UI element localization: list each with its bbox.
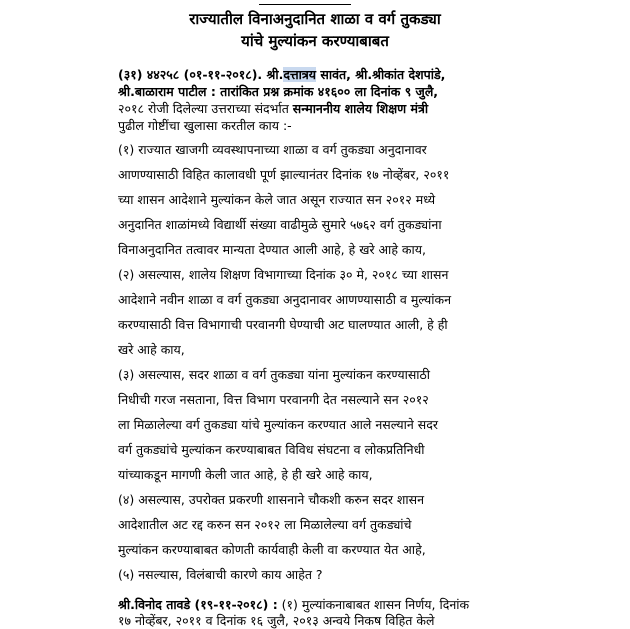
question-line-22: (५) नसल्यास, विलंबाची कारणे काय आहेत ? — [118, 567, 323, 582]
question-line-8: अनुदानित शाळांमध्ये विद्यार्थी संख्या वाढीमुळे सुमारे ५७६२ वर्ग तुकड्यांना — [118, 217, 442, 232]
question-line-11: आदेशाने नवीन शाळा व वर्ग तुकड्या अनुदानावर आणण्यासाठी व मुल्यांकन — [118, 292, 452, 307]
question-members: सावंत, श्री.श्रीकांत देशपांडे, — [316, 67, 446, 82]
question-line-4: पुढील गोष्टींचा खुलासा करतील काय :- — [118, 118, 292, 133]
question-line-15: निधीची गरज नसताना, वित्त विभाग परवानगी देत नसल्याने सन २०१२ — [118, 392, 429, 407]
question-line-18: यांच्याकडून मागणी केली जात आहे, हे ही खरे आहे काय, — [118, 467, 373, 482]
question-line-10: (२) असल्यास, शालेय शिक्षण विभागाच्या दिनांक ३० मे, २०१८ च्या शासन — [118, 267, 449, 282]
question-line-14: (३) असल्यास, सदर शाळा व वर्ग तुकड्या यांना मुल्यांकन करण्यासाठी — [118, 367, 431, 382]
question-line-2: श्री.बाळाराम पाटील : तारांकित प्रश्न क्रमांक ४१६०० ला दिनांक ९ जुलै, — [118, 84, 439, 99]
title-line-2: यांचे मुल्यांकन करण्याबाबत — [241, 32, 389, 50]
question-line-3-text: २०१८ रोजी दिलेल्या उत्तराच्या संदर्भात — [118, 101, 293, 116]
question-line-20: आदेशातील अट रद्द करुन सन २०१२ ला मिळालेल्या वर्ग तुकड्यांचे — [118, 517, 412, 532]
question-number: (३१) ४४२५८ (०१-११-२०१८). श्री. — [118, 67, 284, 82]
title-line-1: राज्यातील विनाअनुदानित शाळा व वर्ग तुकड्या — [189, 10, 441, 28]
answer-text: (१) मुल्यांकनाबाबत शासन निर्णय, दिनांक — [277, 597, 470, 612]
answer-line-2: १७ नोव्हेंबर, २०११ व दिनांक १६ जुलै, २०१३ अन्वये निकष विहित केले — [118, 613, 435, 628]
question-line-5: (१) राज्यात खाजगी व्यवस्थापनाच्या शाळा व वर्ग तुकड्या अनुदानावर — [118, 142, 427, 157]
question-line-7: च्या शासन आदेशाने मुल्यांकन केले जात असून राज्यात सन २०१२ मध्ये — [118, 192, 436, 207]
question-line-17: वर्ग तुकड्यांचे मुल्यांकन करण्याबाबत विविध संघटना व लोकप्रतिनिधी — [118, 442, 425, 457]
question-line-16: ला मिळालेल्या वर्ग तुकड्या यांचे मुल्यांकन करण्यात आले नसल्याने सदर — [118, 417, 439, 432]
question-line-12: करण्यासाठी वित्त विभागाची परवानगी घेण्याची अट घालण्यात आली, हे ही — [118, 317, 448, 332]
answer-line-1 — [118, 596, 528, 613]
answer-minister: श्री.विनोद तावडे (१९-११-२०१८) : — [118, 597, 278, 612]
question-line-19: (४) असल्यास, उपरोक्त प्रकरणी शासनाने चौकशी करुन सदर शासन — [118, 492, 425, 507]
question-line-6: आणण्यासाठी विहित कालावधी पूर्ण झाल्यानंतर दिनांक १७ नोव्हेंबर, २०११ — [118, 167, 450, 182]
question-line-9: विनाअनुदानित तत्वावर मान्यता देण्यात आली आहे, हे खरे आहे काय, — [118, 242, 426, 257]
question-line-21: मुल्यांकन करण्याबाबत कोणती कार्यवाही केली वा करण्यात येत आहे, — [118, 542, 426, 557]
question-line-13: खरे आहे काय, — [118, 342, 185, 357]
minister-title: सन्माननीय शालेय शिक्षण मंत्री — [292, 101, 429, 116]
question-line-1 — [118, 66, 528, 83]
top-rule — [259, 4, 351, 5]
highlighted-name: दत्तात्रय — [283, 67, 317, 82]
question-line-3 — [118, 100, 528, 117]
